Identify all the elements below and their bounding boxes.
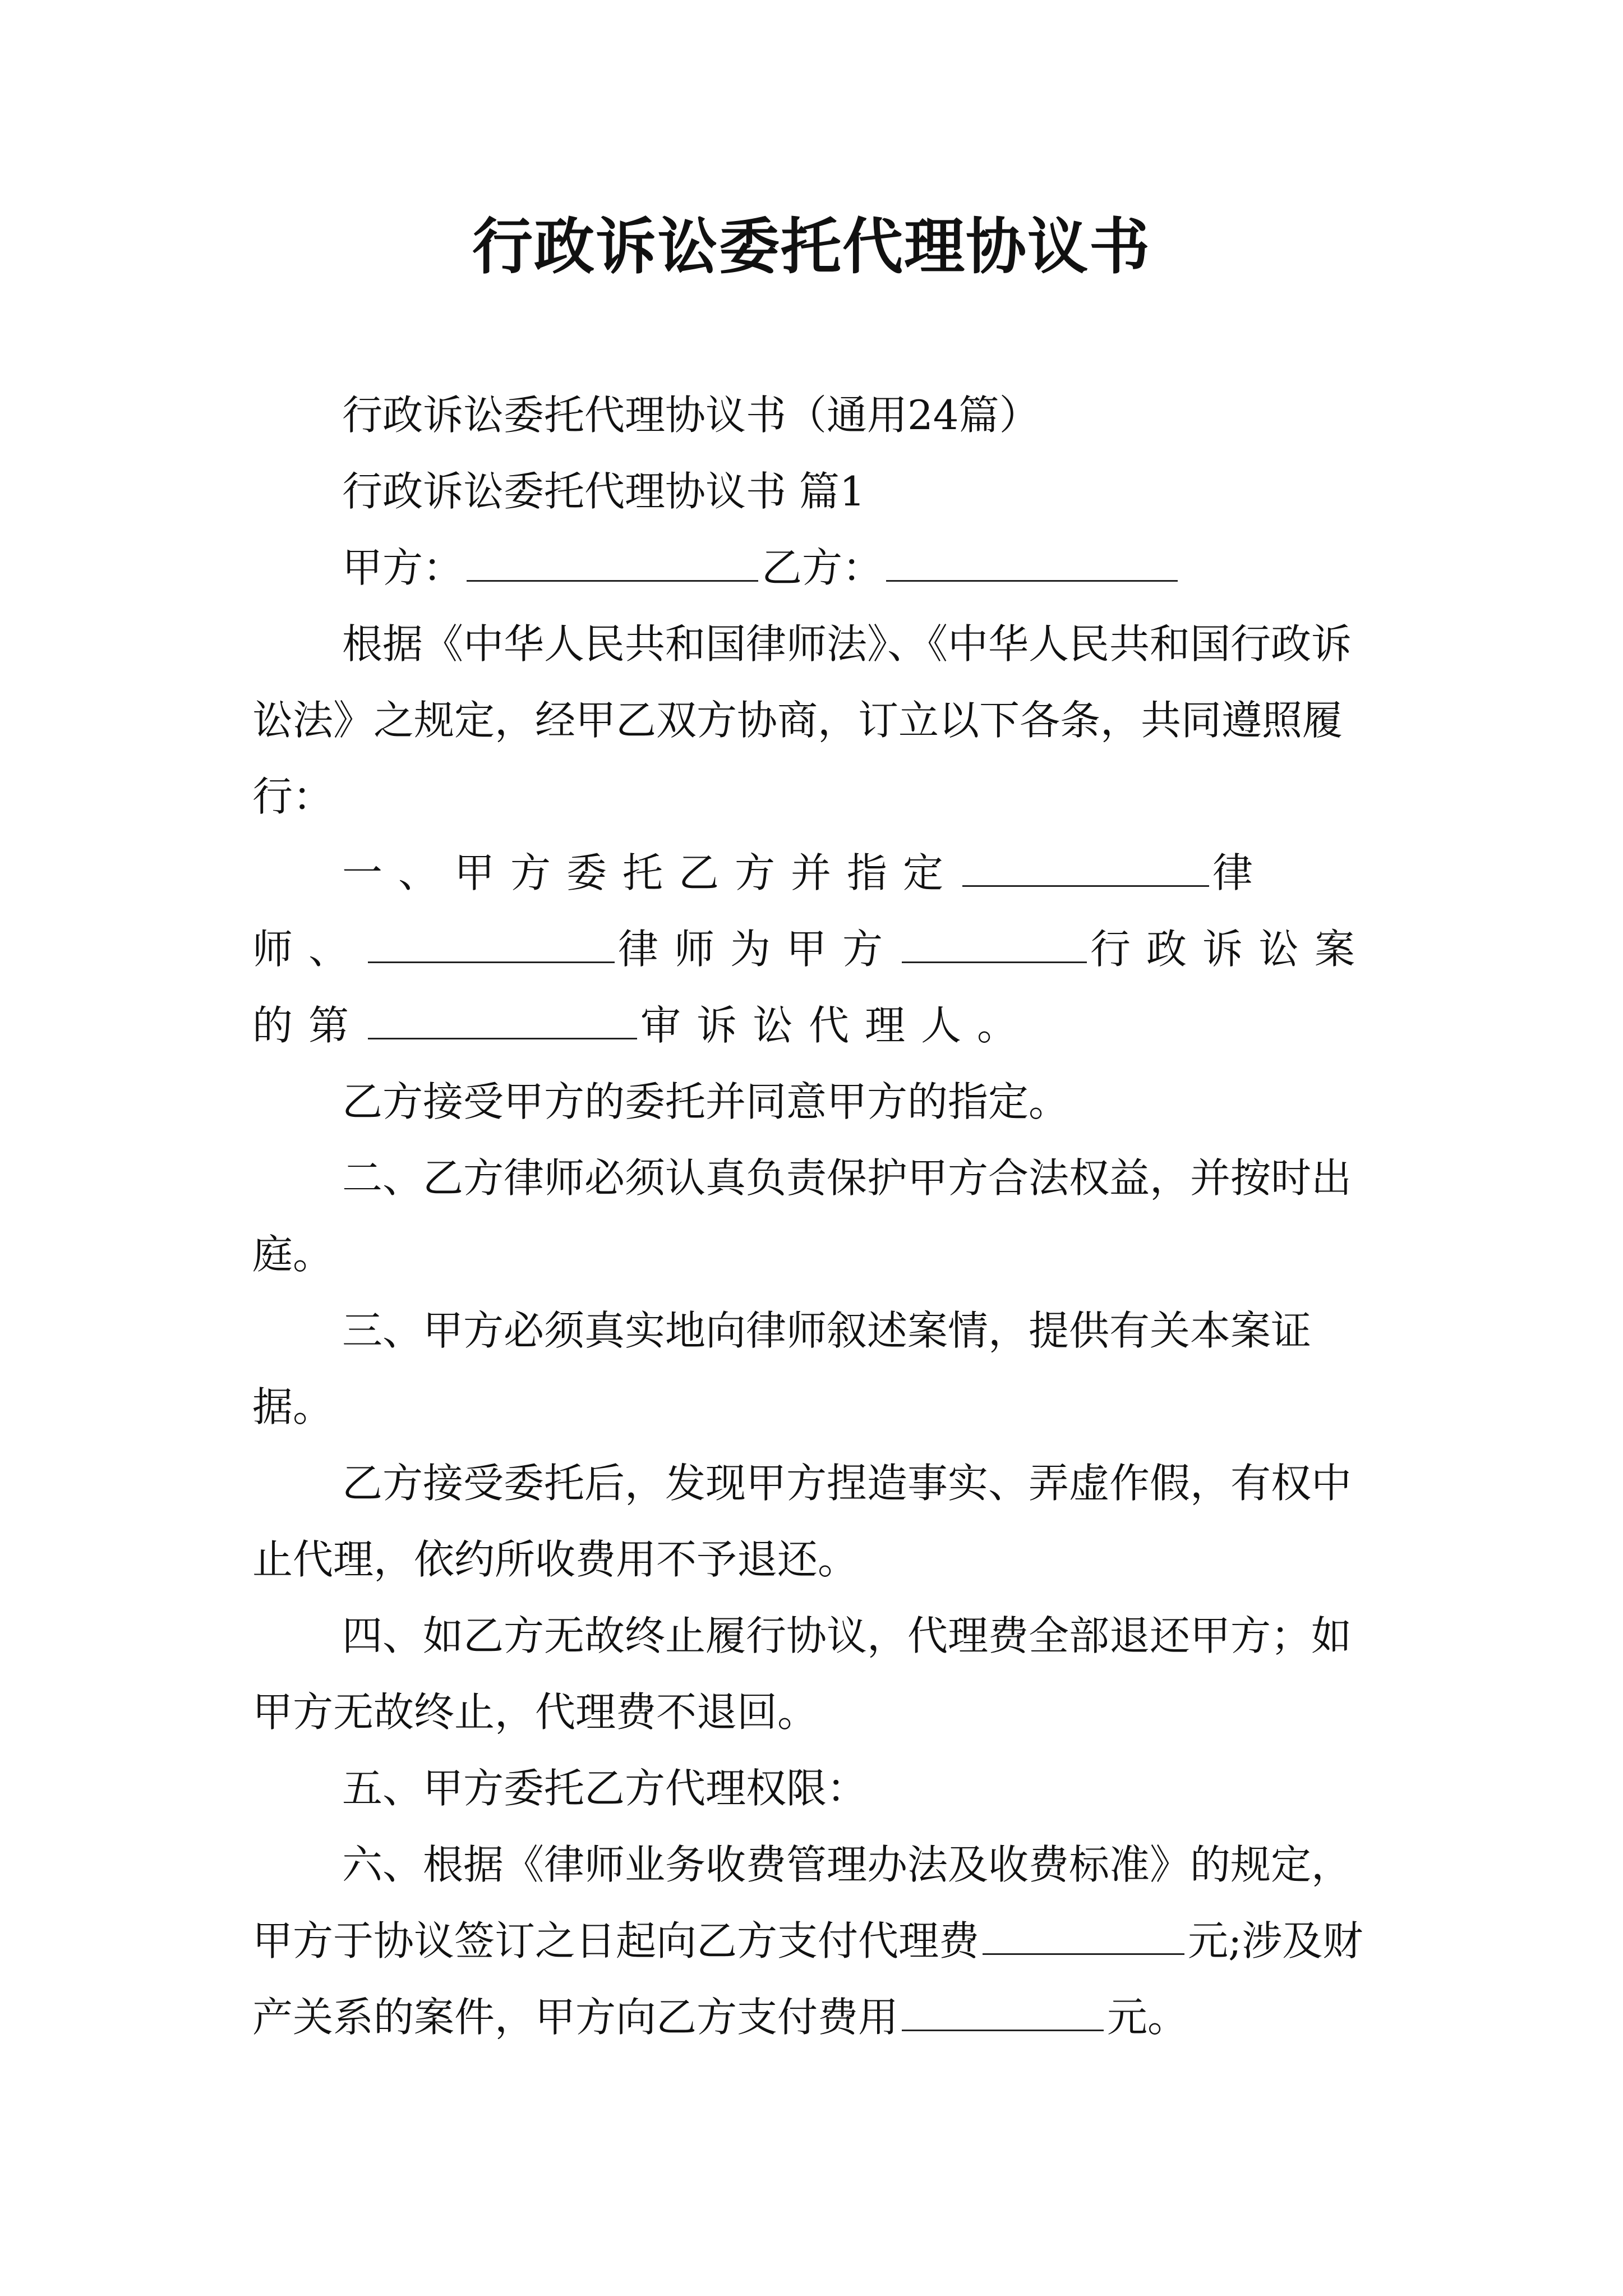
- clause-1-accept: 乙方接受甲方的委托并同意甲方的指定。: [342, 1078, 1069, 1125]
- case-blank: [902, 957, 1087, 963]
- intro-paragraph: 根据《中华人民共和国律师法》、《中华人民共和国行政诉讼法》之规定，经甲乙双方协商，订立以下各条，共同遵照履行：: [252, 620, 1352, 820]
- clause-2: 二、乙方律师必须认真负责保护甲方合法权益，并按时出庭。: [252, 1154, 1352, 1278]
- party-b-label: 乙方：: [762, 544, 883, 591]
- document-subtitle: 行政诉讼委托代理协议书（通用24篇）: [342, 392, 1040, 439]
- clause-6: [252, 1826, 1380, 2055]
- clause-6-text-1: 六、根据《律师业务收费管理办法及收费标准》的规定，甲方于协议签订之日起向乙方支付代理费: [252, 1841, 1352, 1964]
- document-title: 行政诉讼委托代理协议书: [472, 211, 1151, 282]
- document-body: [252, 377, 1380, 2055]
- property-fee-blank: [902, 2025, 1104, 2031]
- clause-1-text-3: 律师为甲方: [618, 926, 899, 973]
- trial-level-blank: [368, 1033, 637, 1039]
- lawyer-1-blank: [962, 881, 1209, 887]
- party-b-blank: [886, 576, 1178, 582]
- party-a-label: 甲方：: [342, 544, 464, 591]
- clause-6-text-2: 元;涉及财产关系的案件，甲方向乙方支付费用: [252, 1917, 1363, 2041]
- clause-1-text-1: 一、甲方委托乙方并指定: [342, 849, 960, 896]
- clause-1-text-4: 行政诉讼案的第: [252, 926, 1371, 1049]
- section-heading: 行政诉讼委托代理协议书 篇1: [342, 468, 865, 515]
- agency-fee-blank: [983, 1949, 1184, 1955]
- clause-6-text-3: 元。: [1107, 1994, 1188, 2041]
- party-a-blank: [467, 576, 758, 582]
- clause-3-note: 乙方接受委托后，发现甲方捏造事实、弄虚作假，有权中止代理，依约所收费用不予退还。: [252, 1460, 1352, 1583]
- clause-5: 五、甲方委托乙方代理权限：: [342, 1765, 868, 1812]
- lawyer-2-blank: [368, 957, 615, 963]
- parties-line: [252, 530, 1380, 606]
- clause-1: [252, 835, 1380, 1064]
- clause-1-text-2: 律师、: [252, 849, 1269, 973]
- clause-4: 四、如乙方无故终止履行协议，代理费全部退还甲方；如甲方无故终止，代理费不退回。: [252, 1612, 1352, 1736]
- clause-1-text-5: 审诉讼代理人。: [640, 1002, 1034, 1049]
- clause-3: 三、甲方必须真实地向律师叙述案情，提供有关本案证据。: [252, 1307, 1312, 1430]
